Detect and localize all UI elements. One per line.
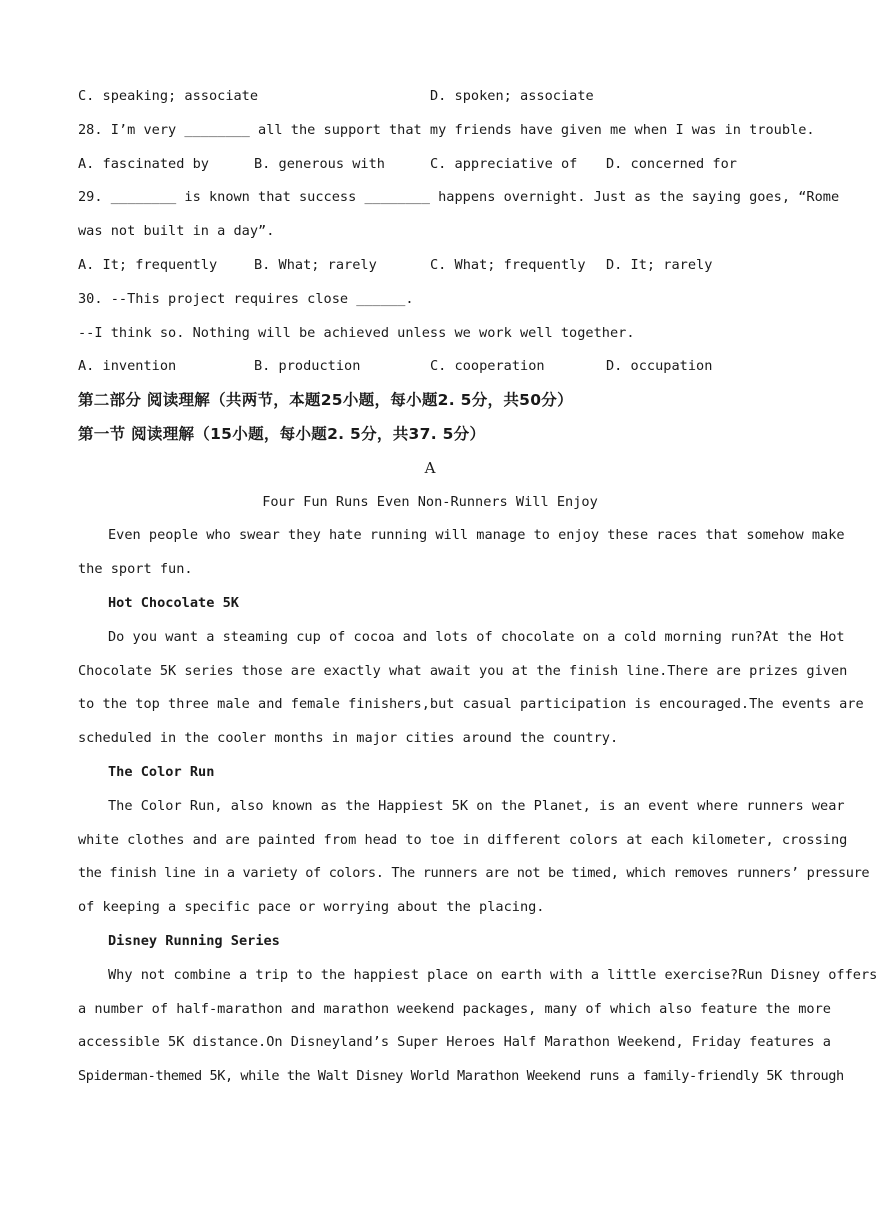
paragraph-line: Why not combine a trip to the happiest place on earth with a little exercise?Run Disney offers — [108, 966, 877, 983]
paragraph-line: the finish line in a variety of colors. The runners are not be timed, which removes runners’ pressure — [78, 865, 870, 882]
q27-option-d: D. spoken; associate — [430, 88, 594, 104]
section-heading-hot-chocolate: Hot Chocolate 5K — [108, 594, 239, 611]
q29-option-c: C. What; frequently — [430, 256, 586, 273]
q30-stem-line1: 30. --This project requires close ______. — [78, 290, 414, 307]
q28-option-a: A. fascinated by — [78, 155, 209, 172]
passage-intro-line: Even people who swear they hate running will manage to enjoy these races that somehow make — [108, 527, 845, 544]
paragraph-line: scheduled in the cooler months in major cities around the country. — [78, 730, 619, 747]
paragraph-line: The Color Run, also known as the Happiest 5K on the Planet, is an event where runners wear — [108, 797, 845, 814]
passage-title: Four Fun Runs Even Non-Runners Will Enjoy — [262, 493, 598, 510]
q29-option-a: A. It; frequently — [78, 256, 218, 273]
q29-stem-line2: was not built in a day”. — [78, 223, 275, 240]
paragraph-line: to the top three male and female finishers,but casual participation is encouraged.The events are — [78, 696, 864, 713]
q29-stem-line1: 29. ________ is known that success ________ happens overnight. Just as the saying goes, “Rome — [78, 189, 840, 206]
q27-options — [78, 80, 782, 114]
section-heading-color-run: The Color Run — [108, 763, 215, 780]
q30-option-d: D. occupation — [606, 358, 713, 375]
paragraph-line: Spiderman-themed 5K, while the Walt Disney World Marathon Weekend runs a family-friendly 5K through — [78, 1068, 844, 1085]
paragraph-line: Do you want a steaming cup of cocoa and lots of chocolate on a cold morning run?At the Hot — [108, 628, 845, 645]
q29-option-d: D. It; rarely — [606, 256, 713, 273]
q28-option-c: C. appreciative of — [430, 155, 578, 172]
q28-options — [78, 148, 782, 182]
q28-option-b: B. generous with — [254, 155, 385, 172]
passage-letter: A — [424, 458, 436, 477]
q27-option-c: C. speaking; associate — [78, 88, 259, 104]
paragraph-line: Chocolate 5K series those are exactly what await you at the finish line.There are prizes given — [78, 662, 848, 679]
q30-options — [78, 350, 782, 384]
paragraph-line: a number of half-marathon and marathon weekend packages, many of which also feature the more — [78, 1000, 831, 1017]
q30-option-a: A. invention — [78, 358, 177, 375]
q28-stem: 28. I’m very ________ all the support that my friends have given me when I was in trouble. — [78, 121, 815, 138]
q28-option-d: D. concerned for — [606, 155, 737, 172]
passage-intro-line: the sport fun. — [78, 561, 193, 578]
paragraph-line: accessible 5K distance.On Disneyland’s Super Heroes Half Marathon Weekend, Friday features a — [78, 1034, 831, 1051]
section-heading-disney: Disney Running Series — [108, 932, 280, 949]
part2-heading: 第二部分 阅读理解（共两节，本题25小题，每小题2. 5分，共50分） — [78, 391, 573, 410]
q30-option-c: C. cooperation — [430, 358, 545, 375]
q30-option-b: B. production — [254, 358, 361, 375]
section1-heading: 第一节 阅读理解（15小题，每小题2. 5分，共37. 5分） — [78, 424, 486, 443]
exam-page — [78, 80, 877, 1094]
paragraph-line: of keeping a specific pace or worrying about the placing. — [78, 899, 545, 916]
q29-options — [78, 249, 782, 283]
q29-option-b: B. What; rarely — [254, 256, 377, 273]
paragraph-line: white clothes and are painted from head to toe in different colors at each kilometer, crossing — [78, 831, 848, 848]
q30-stem-line2: --I think so. Nothing will be achieved unless we work well together. — [78, 324, 635, 341]
